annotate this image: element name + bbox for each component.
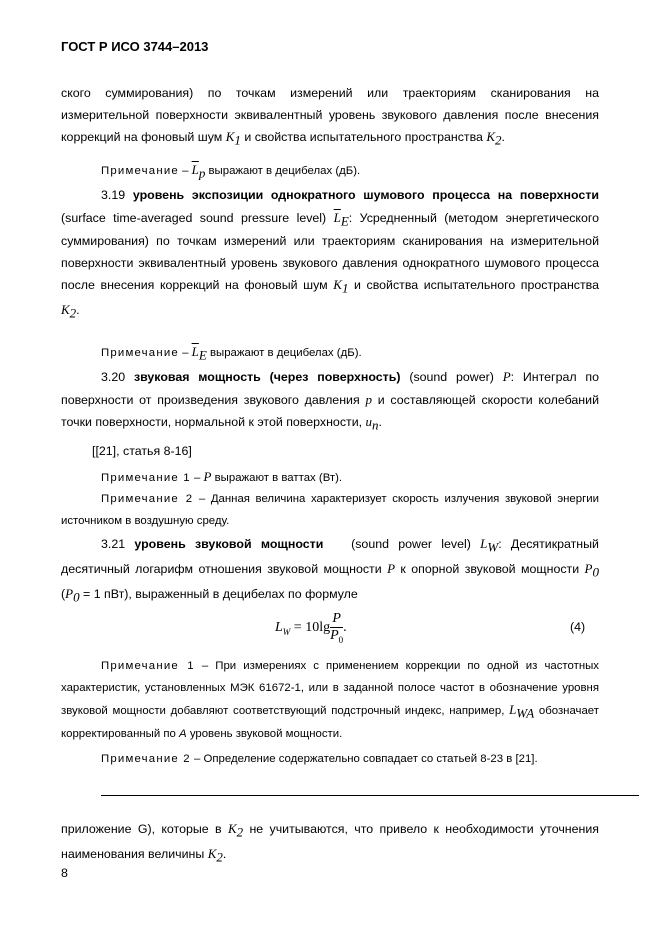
note-3-21-2 — [101, 749, 599, 771]
definition-text: = 1 пВт), выраженный в децибелах по формуле — [79, 586, 358, 601]
p-lower-symbol: p — [365, 391, 372, 407]
definition-3-20 — [61, 366, 599, 436]
p-symbol: P — [203, 469, 212, 484]
footnote-text: приложение G), которые в — [61, 822, 228, 836]
formula-denominator-subscript: 0 — [338, 634, 344, 645]
k2-subscript: 2 — [69, 305, 77, 321]
definition-term: уровень звуковой мощности — [134, 537, 324, 551]
u-subscript: n — [372, 417, 379, 433]
formula-operator: = 10lg — [290, 620, 331, 636]
note-label: Примечание 1 — [101, 660, 195, 672]
formula-fraction — [330, 611, 343, 645]
lwa-subscript: WA — [516, 705, 535, 721]
a-letter: А — [179, 727, 187, 740]
note-label: Примечание 2 — [101, 753, 191, 765]
le-subscript: E — [340, 212, 349, 228]
definition-term: звуковая мощность (через поверхность) — [133, 370, 401, 384]
definition-text: : Интеграл по поверхности от произведения звукового давления — [61, 370, 599, 407]
formula-numerator: P — [330, 611, 343, 628]
k2-subscript: 2 — [495, 132, 502, 148]
note-label: Примечание 1 — [101, 472, 191, 484]
p0-subscript: 0 — [73, 589, 80, 605]
note-dash: – — [178, 347, 192, 359]
formula-denominator-symbol: P — [330, 628, 339, 643]
le-subscript: E — [198, 347, 207, 363]
page-number: 8 — [61, 866, 68, 880]
definition-text: и составляющей скорости колебаний точки поверхности, нормальной к этой поверхности, — [61, 392, 599, 429]
document-header: ГОСТ Р ИСО 3744–2013 — [61, 39, 209, 54]
reference-citation: [[21], статья 8-16] — [92, 444, 192, 458]
note-text: уровень звуковой мощности. — [186, 727, 343, 740]
k1-subscript: 1 — [234, 132, 241, 148]
footnote-continuation — [61, 818, 599, 868]
note-le — [101, 341, 599, 366]
note-dash: – — [193, 493, 211, 505]
lw-symbol: L — [480, 536, 488, 551]
note-dash: – — [190, 753, 204, 765]
note-dash: – — [194, 660, 216, 672]
k2-symbol: K — [227, 821, 237, 836]
lw-subscript: W — [487, 539, 499, 555]
lwa-symbol: L — [509, 702, 517, 717]
text-span: ского суммирования) по точкам измерений или траекториям сканирования на измерительной поверхности эквивалентный уровень звукового давления после внесения коррекций на фоновый шум — [61, 86, 599, 144]
p-symbol: P — [387, 560, 396, 576]
note-dash: – — [190, 472, 204, 484]
note-text: обозначает корректированный по — [61, 705, 599, 740]
definition-3-21 — [61, 533, 599, 608]
english-term: (sound power) — [409, 370, 494, 384]
note-text: Данная величина характеризует скорость излучения звуковой энергии источником в воздушную среду. — [61, 493, 599, 527]
p0-subscript: 0 — [592, 564, 599, 580]
note-lp — [101, 159, 599, 184]
text-span: и свойства испытательного пространства — [240, 130, 487, 144]
note-dash: – — [178, 165, 192, 177]
equation-number: (4) — [570, 620, 586, 634]
p0-symbol: P — [584, 560, 593, 576]
text-span: . — [501, 130, 505, 144]
k2-subscript: 2 — [216, 849, 223, 865]
k2-subscript: 2 — [236, 824, 244, 840]
definition-text: . — [378, 415, 382, 429]
paragraph-continuation — [61, 83, 599, 151]
p0-symbol: P — [65, 585, 74, 601]
definition-number: 3.21 — [101, 537, 126, 551]
definition-text: и свойства испытательного пространства — [348, 278, 599, 293]
note-3-21-1 — [61, 656, 599, 745]
footnote-text: не учитываются, что привело к необходимости уточнения наименования величины — [61, 822, 599, 861]
english-term: (sound power level) — [351, 537, 471, 551]
k1-symbol: K — [333, 277, 342, 293]
note-3-20-2 — [61, 489, 599, 532]
le-symbol: $\overline{L}$ — [191, 344, 199, 359]
lp-symbol: $\overline{L}$ — [191, 162, 199, 177]
footnote-text: . — [222, 846, 227, 861]
k1-symbol: K — [225, 129, 235, 144]
u-symbol: u — [365, 414, 373, 429]
k2-symbol: K — [207, 845, 217, 861]
definition-text: : Десятикратный десятичный логарифм отношения звуковой мощности — [61, 537, 599, 576]
note-text: выражают в децибелах (дБ). — [206, 347, 362, 359]
note-text: При измерениях с применением коррекции по одной из частотных характеристик, установленных МЭК 61672-1, или в заданной полосе частот в обозначение уровня звуковой мощности добавляют соответствующий подстрочный индекс, например, — [61, 660, 599, 717]
k2-symbol: K — [61, 302, 70, 318]
note-label: Примечание — [101, 165, 179, 177]
lp-subscript: p — [198, 165, 206, 181]
formula-end: . — [343, 620, 347, 636]
definition-3-19 — [61, 185, 599, 324]
p-symbol: P — [502, 369, 511, 384]
definition-text: к опорной звуковой мощности — [395, 561, 585, 576]
k1-subscript: 1 — [341, 280, 349, 296]
definition-text: . — [76, 303, 80, 318]
formula-4 — [275, 611, 347, 645]
footnote-separator — [101, 795, 639, 796]
note-text: выражают в децибелах (дБ). — [205, 165, 361, 177]
formula-lhs: L — [275, 620, 283, 636]
note-3-20-1 — [101, 466, 599, 490]
definition-text: ( — [61, 586, 66, 601]
definition-term: уровень экспозиции однократного шумового процесса на поверхности — [132, 188, 599, 202]
definition-number: 3.20 — [101, 370, 126, 384]
formula-denominator — [330, 628, 343, 645]
english-term: (surface time-averaged sound pressure level) — [61, 210, 327, 225]
formula-lhs-subscript: W — [282, 626, 291, 637]
le-symbol: $\overline{L}$ — [333, 209, 341, 225]
note-text: выражают в ваттах (Вт). — [211, 472, 343, 484]
definition-text: : Усредненный (методом энергетического суммирования) по точкам измерений или траекториям сканирования на измерительной поверхности эквивалентный уровень звукового давления однократного шумового процесса после внесения коррекций на фоновый шум — [61, 210, 600, 293]
note-label: Примечание 2 — [101, 493, 194, 505]
note-label: Примечание — [101, 347, 179, 359]
note-text: Определение содержательно совпадает со статьей 8-23 в [21]. — [203, 753, 538, 765]
k2-symbol: K — [486, 129, 496, 144]
definition-number: 3.19 — [101, 188, 126, 202]
